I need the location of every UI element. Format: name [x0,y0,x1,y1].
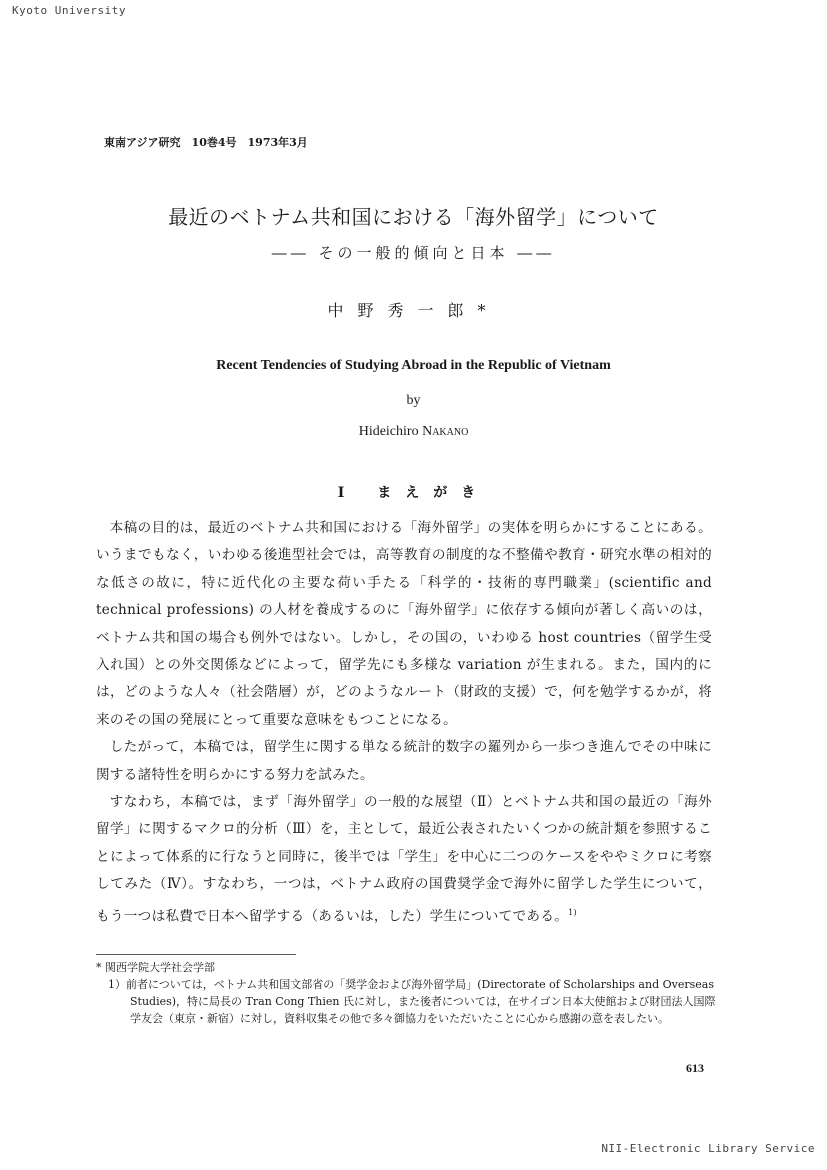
footnote-ref: 1) [568,907,577,917]
page-title: 最近のベトナム共和国における「海外留学」について [168,205,659,229]
author-japanese: 中野秀一郎* [327,301,500,320]
watermark-top: Kyoto University [12,4,126,17]
journal-header: 東南アジア研究 10巻4号 1973年3月 [104,136,308,149]
author-family-name: Nakano [422,424,469,439]
footnote-1: 1）前者については，ベトナム共和国文部省の「奨学金および海外留学局」(Directorate of Scholarships and Overseas Studies)，特に局長の Tran Cong Thien 氏に対し，また後者については，在サイゴン日本大使館および財団法人国際学友会（東京・新宿）に対し，資料収集その他で多々御協力をいただいたことに心から感謝の意を表したい。 [108,978,716,1025]
page-number: 613 [686,1061,704,1075]
section-heading: Ⅰ まえがき [337,485,490,501]
author-english [0,424,827,440]
footnote-affiliation: * 関西学院大学社会学部 [96,961,215,974]
english-by: by [406,393,421,408]
footnote-divider [96,954,296,955]
author-given-name: Hideichiro [358,424,419,439]
body-text [96,515,712,931]
paragraph-2: したがって，本稿では，留学生に関する単なる統計的数字の羅列から一歩つき進んでその中味に関する諸特性を明らかにする努力を試みた。 [96,739,712,783]
paragraph-3-text: すなわち，本稿では，まず「海外留学」の一般的な展望（Ⅱ）とベトナム共和国の最近の「海外留学」に関するマクロ的分析（Ⅲ）を，主として，最近公表されたいくつかの統計類を参照することによって体系的に行なうと同時に，後半では「学生」を中心に二つのケースをややミクロに考察してみた（Ⅳ）。すなわち，一つは，ベトナム政府の国費奨学金で海外に留学した学生について，もう一つは私費で日本へ留学する（あるいは，した）学生についてである。 [96,794,712,925]
paragraph-3 [96,789,712,931]
page-subtitle: ―― その一般的傾向と日本 ―― [271,244,556,262]
footnotes [96,959,716,1027]
watermark-bottom: NII-Electronic Library Service [601,1142,815,1155]
english-title: Recent Tendencies of Studying Abroad in the Republic of Vietnam [216,358,611,373]
paragraph-1: 本稿の目的は，最近のベトナム共和国における「海外留学」の実体を明らかにすることにある。いうまでもなく，いわゆる後進型社会では，高等教育の制度的な不整備や教育・研究水準の相対的な低さの故に，特に近代化の主要な荷い手たる「科学的・技術的専門職業」(scientific and technical professions) の人材を養成するのに「海外留学」に依存する傾向が著しく高いのは，ベトナム共和国の場合も例外ではない。しかし，その国の，いわゆる host countries（留学生受入れ国）との外交関係などによって，留学先にも多様な variation が生まれる。また，国内的には，どのような人々（社会階層）が，どのようなルート（財政的支援）で，何を勉学するかが，将来のその国の発展にとって重要な意味をもつことになる。 [96,520,712,728]
